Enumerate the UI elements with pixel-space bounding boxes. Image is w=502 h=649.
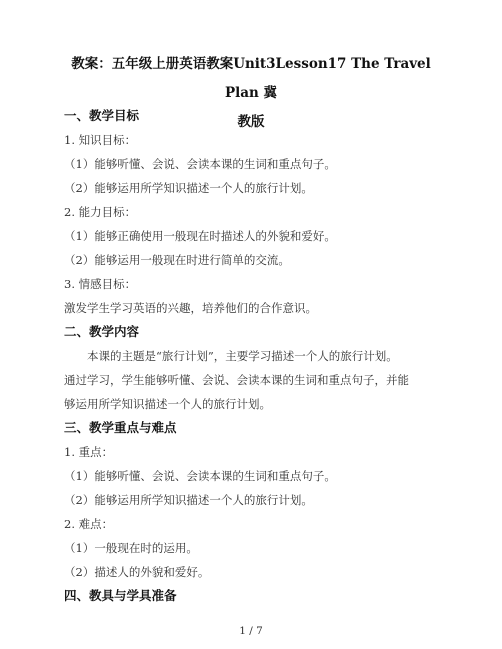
objective-ability-2: （2）能够运用一般现在时进行简单的交流。: [64, 253, 290, 267]
page-number: 1 / 7: [239, 625, 263, 637]
difficulties-label: 2. 难点：: [64, 517, 114, 531]
objective-emotion: 3. 情感目标：: [64, 277, 137, 291]
title-line-1: 教案：五年级上册英语教案Unit3Lesson17 The Travel Plan 冀: [71, 56, 431, 101]
content-line-3: 够运用所学知识描述一个人的旅行计划。: [64, 397, 271, 411]
objective-knowledge-2: （2）能够运用所学知识描述一个人的旅行计划。: [64, 181, 313, 195]
objective-knowledge-1: （1）能够听懂、会说、会读本课的生词和重点句子。: [64, 157, 336, 171]
key-points-label: 1. 重点：: [64, 445, 114, 459]
key-point-2: （2）能够运用所学知识描述一个人的旅行计划。: [64, 493, 313, 507]
objective-emotion-text: 激发学生学习英语的兴趣，培养他们的合作意识。: [64, 301, 317, 315]
section-heading-objectives: 一、教学目标: [64, 108, 140, 123]
title-line-2: 教版: [237, 114, 265, 130]
difficulty-2: （2）描述人的外貌和爱好。: [64, 565, 210, 579]
key-point-1: （1）能够听懂、会说、会读本课的生词和重点句子。: [64, 469, 336, 483]
content-line-2: 通过学习，学生能够听懂、会说、会读本课的生词和重点句子，并能: [64, 373, 409, 387]
difficulty-1: （1）一般现在时的运用。: [64, 541, 198, 555]
objective-ability: 2. 能力目标：: [64, 205, 137, 219]
objective-ability-1: （1）能够正确使用一般现在时描述人的外貌和爱好。: [64, 229, 336, 243]
content-paragraph: [64, 344, 444, 416]
section-heading-content: 二、教学内容: [64, 324, 140, 339]
section-heading-materials: 四、教具与学具准备: [64, 588, 177, 603]
content-line-1: 本课的主题是“旅行计划”，主要学习描述一个人的旅行计划。: [87, 349, 398, 363]
section-heading-key-points: 三、教学重点与难点: [64, 420, 177, 435]
document-body: [64, 104, 444, 608]
objective-knowledge: 1. 知识目标：: [64, 133, 137, 147]
